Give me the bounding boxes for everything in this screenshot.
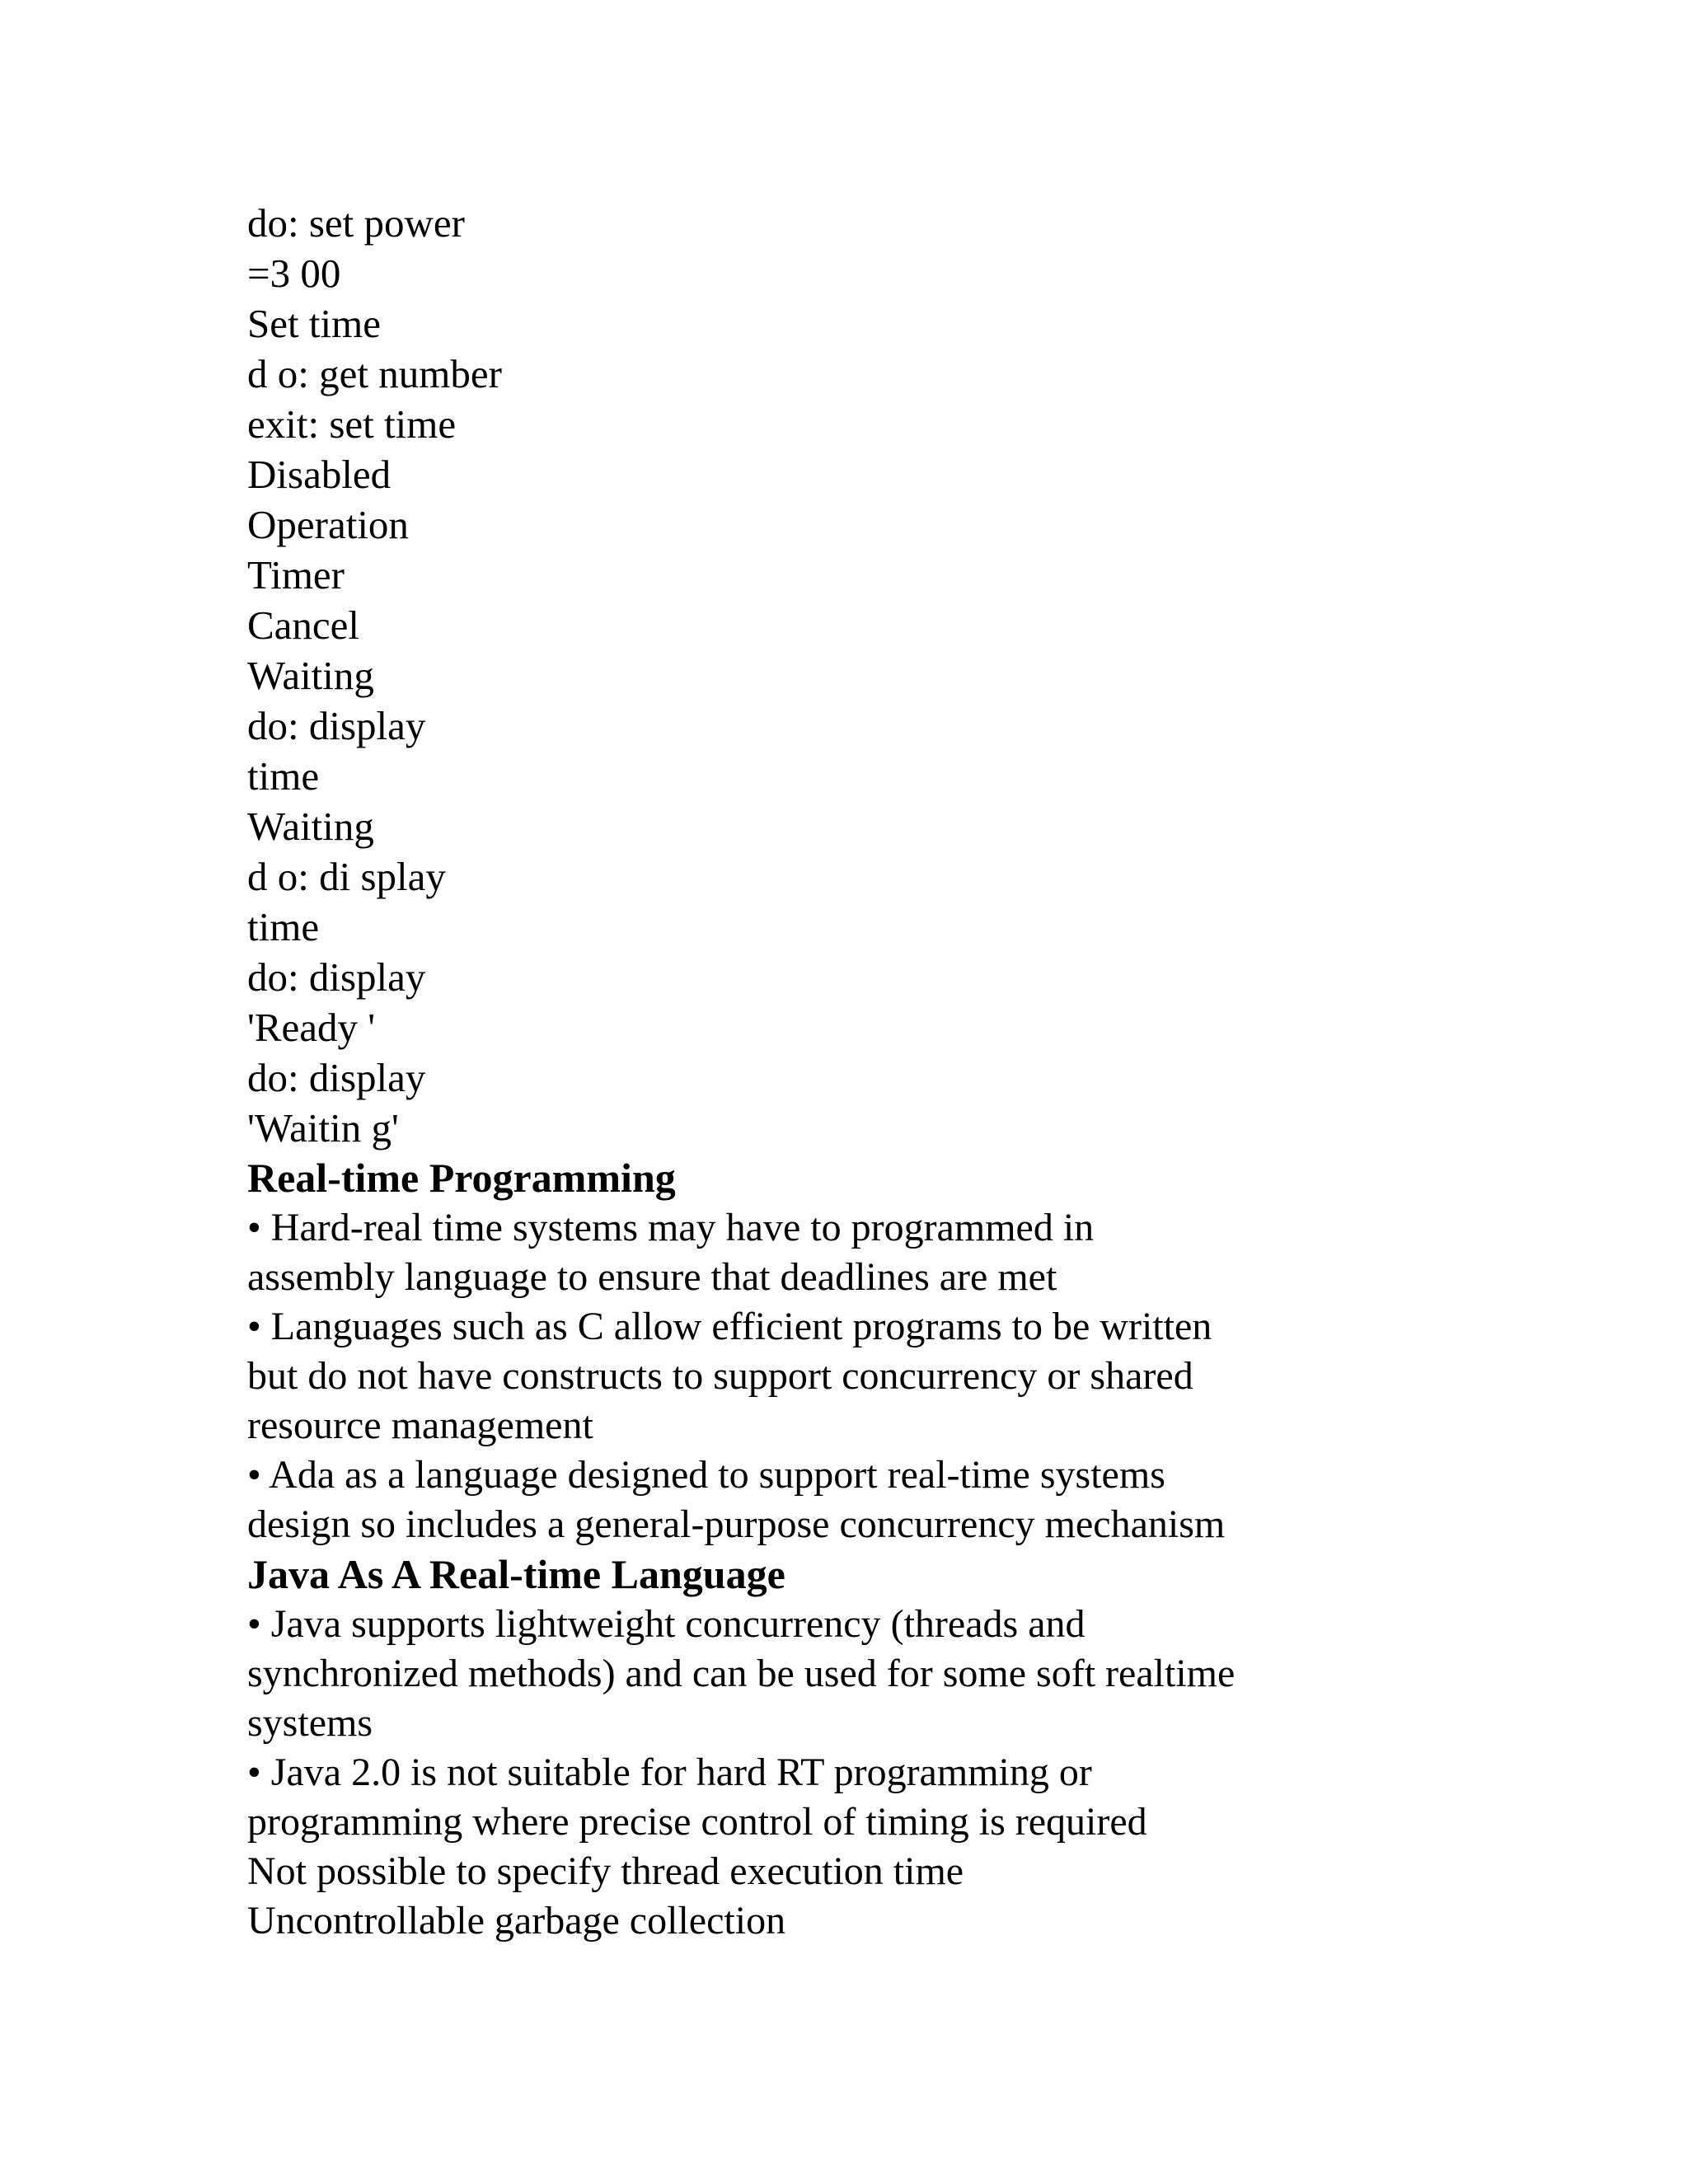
diagram-label: do: display bbox=[247, 954, 426, 1000]
bullet-item bbox=[247, 1203, 1360, 1302]
bullet-item bbox=[247, 1302, 1360, 1451]
bullet-item bbox=[247, 1600, 1360, 1748]
bullet-item bbox=[247, 1748, 1360, 1847]
section-heading-real-time-programming: Real-time Programming bbox=[247, 1155, 676, 1201]
bullet-line: assembly language to ensure that deadlines are met bbox=[247, 1255, 1057, 1299]
text-line: Not possible to specify thread execution time bbox=[247, 1849, 964, 1893]
plain-text-block bbox=[247, 1847, 1360, 1946]
diagram-label: =3 00 bbox=[247, 251, 341, 296]
diagram-label: Cancel bbox=[247, 602, 360, 648]
bullet-line: systems bbox=[247, 1701, 373, 1745]
diagram-label: time bbox=[247, 753, 320, 799]
diagram-label: do: set power bbox=[247, 200, 465, 246]
diagram-label: exit: set time bbox=[247, 401, 457, 447]
diagram-label: Disabled bbox=[247, 452, 392, 497]
bullet-line: resource management bbox=[247, 1404, 593, 1447]
diagram-label: 'Waitin g' bbox=[247, 1105, 399, 1151]
bullet-item bbox=[247, 1451, 1360, 1549]
diagram-label: 'Ready ' bbox=[247, 1005, 376, 1050]
bullet-line: • Ada as a language designed to support real-time systems bbox=[247, 1453, 1165, 1497]
diagram-label: Operation bbox=[247, 502, 409, 547]
bullet-line: • Java 2.0 is not suitable for hard RT programming or bbox=[247, 1750, 1092, 1794]
text-line: Uncontrollable garbage collection bbox=[247, 1899, 786, 1943]
bullet-line: • Java supports lightweight concurrency (threads and bbox=[247, 1602, 1085, 1646]
diagram-label: do: display bbox=[247, 703, 426, 748]
diagram-label: time bbox=[247, 904, 320, 949]
diagram-label: d o: get number bbox=[247, 351, 502, 396]
diagram-label-list bbox=[247, 198, 1401, 1153]
bullet-line: design so includes a general-purpose concurrency mechanism bbox=[247, 1502, 1226, 1546]
diagram-label: Waiting bbox=[247, 653, 374, 698]
page-content bbox=[247, 198, 1401, 1946]
bullet-line: • Languages such as C allow efficient programs to be written bbox=[247, 1305, 1212, 1348]
diagram-label: Timer bbox=[247, 552, 345, 598]
bullet-line: programming where precise control of timing is required bbox=[247, 1800, 1147, 1844]
bullet-line: synchronized methods) and can be used for some soft realtime bbox=[247, 1652, 1236, 1695]
bullet-line: but do not have constructs to support concurrency or shared bbox=[247, 1354, 1193, 1398]
diagram-label: d o: di splay bbox=[247, 854, 446, 899]
section-heading-java-real-time-language: Java As A Real-time Language bbox=[247, 1551, 785, 1597]
bullet-line: • Hard-real time systems may have to programmed in bbox=[247, 1206, 1095, 1249]
diagram-label: do: display bbox=[247, 1055, 426, 1100]
diagram-label: Set time bbox=[247, 301, 381, 346]
diagram-label: Waiting bbox=[247, 804, 374, 849]
